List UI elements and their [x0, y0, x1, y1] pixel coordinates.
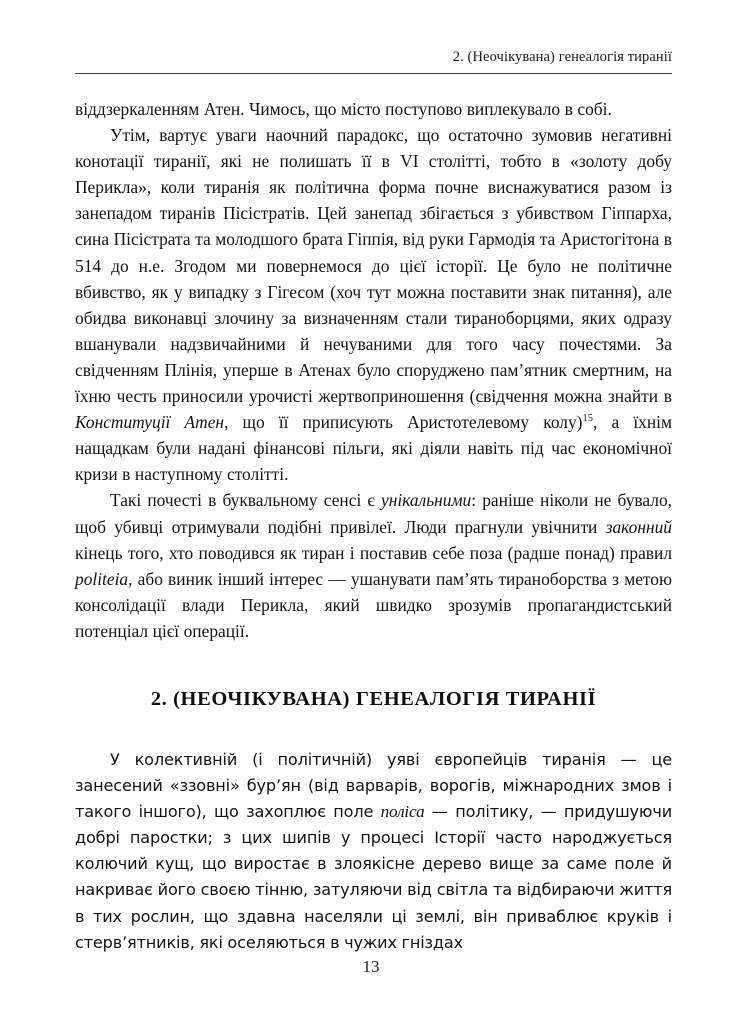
- paragraph-text-part-1: У колективній (і політичній) уяві європейців тиранія — це занесений «ззовні» бур’ян (від варварів, ворогів, міжнародних змов і такого іншого), що захоплює поле: [75, 749, 672, 822]
- italic-zakonnyi: законний: [605, 516, 672, 537]
- paragraph-text-part-4: , або виник інший інтерес — ушанувати пам’ять тираноборства з метою консолідації влади Перикла, який швидко зрозумів пропагандистський потенціал цієї операції.: [75, 568, 672, 641]
- footnote-marker-15[interactable]: 15: [582, 413, 593, 425]
- page-number: 13: [362, 957, 380, 976]
- header-rule-divider: [75, 73, 672, 74]
- spacer-below-heading: [75, 711, 672, 747]
- text-block: [75, 96, 672, 956]
- section-heading: 2. (НЕОЧІКУВАНА) ГЕНЕАЛОГІЯ ТИРАНІЇ: [150, 687, 597, 710]
- italic-polisa: поліса: [380, 802, 425, 822]
- paragraph-text-part-1: Утім, вартує уваги наочний парадокс, що остаточно зумовив негативні конотації тиранії, які не полишать її в VI столітті, тобто в «золоту добу Перикла», коли тиранія як політична форма почне виснажуватися разом із занепадом тиранів Пісістратів. Цей занепад збігається з убивством Гіппарха, сина Пісістрата та молодшого брата Гіппія, від руки Гармодія та Аристогітона в 514 до н.е. Згодом ми повернемося до цієї історії. Це було не політичне вбивство, як у випадку з Гігесом (хоч тут можна поставити знак питання), але обидва виконавці злочину за визначенням стали тираноборцями, яких одразу вшанували надзвичайними й нечуваними для того часу почестями. За свідченням Плінія, уперше в Атенах було споруджено пам’ятник смертним, на їхню честь приносили урочисті жертвоприношення (свідчення можна знайти в: [75, 125, 672, 407]
- italic-unikalnymy: унікальними: [381, 490, 472, 511]
- spacer-above-heading: [75, 644, 672, 688]
- paragraph-text: віддзеркаленням Атен. Чимось, що місто поступово виплекувало в собі.: [75, 99, 612, 119]
- paragraph-text-part-3: кінець того, хто поводився як тиран і поставив себе поза (радше понад) правил: [75, 542, 672, 563]
- italic-politeia: politeia: [75, 568, 129, 589]
- paragraph-text-part-2: : раніше ніколи не бувало, щоб убивці отримували подібні привілеї. Люди прагнули увічнити: [75, 490, 672, 537]
- paragraph-text-part-3: , а їхнім нащадкам були надані фінансові пільги, які діяли навіть під час економічної кризи в наступному столітті.: [75, 412, 672, 485]
- paragraph-text-part-1: Такі почесті в буквальному сенсі є: [110, 490, 382, 511]
- paragraph-text-part-2: , що її приписують Аристотелевому колу): [224, 412, 583, 433]
- paragraph-utim: [75, 122, 672, 487]
- paragraph-continuation: [75, 96, 672, 122]
- paragraph-u-kolektyvnii: [75, 747, 672, 956]
- running-head: 2. (Неочікувана) генеалогія тиранії: [452, 49, 672, 65]
- paragraph-text-part-2: — політику, — придушуючи добрі паростки; з цих шипів у процесі Історії часто народжується колючий кущ, що виростає в злоякісне дерево вище за саме поле й накриває його своєю тінню, затуляючи від світла та відбираючи життя в тих рослин, що здавна населяли ці землі, він приваблює круків і стерв’ятників, які оселяються в чужих гніздах: [75, 802, 673, 952]
- paragraph-taki-pochesti: [75, 487, 672, 644]
- italic-konstytutsiia-aten: Конституції Атен: [75, 412, 225, 433]
